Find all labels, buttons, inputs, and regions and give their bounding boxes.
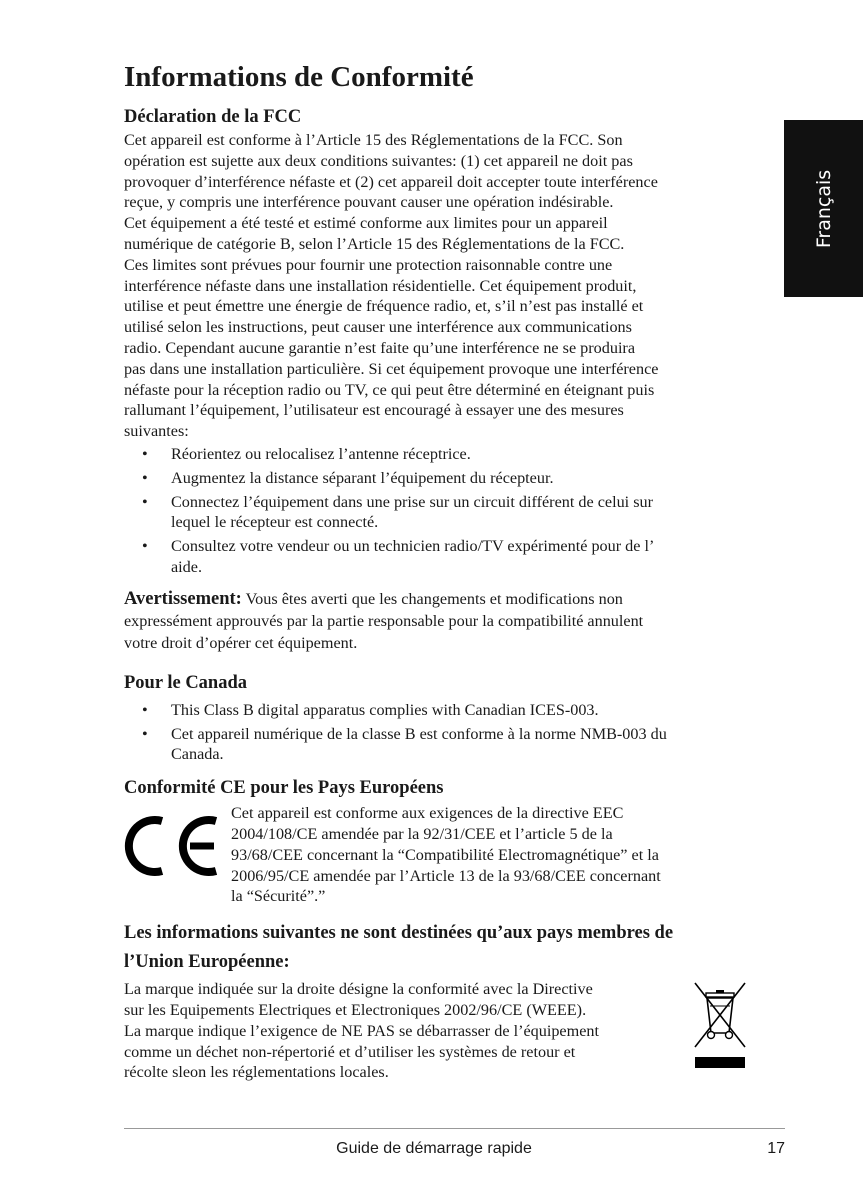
language-side-tab (784, 120, 863, 297)
bullet-mark: • (142, 700, 148, 719)
ce-line: 93/68/CEE concernant la “Compatibilité Electromagnétique” et la (231, 845, 659, 864)
list-item-text: Augmentez la distance séparant l’équipement du récepteur. (171, 468, 554, 487)
fcc-line: néfaste pour la réception radio ou TV, ce qui peut être déterminé en éteignant puis (124, 380, 655, 399)
weee-crossed-bin-icon (687, 979, 749, 1071)
ce-paragraph (231, 803, 661, 907)
list-item-text: Canada. (171, 745, 224, 764)
fcc-line: Cet appareil est conforme à l’Article 15 des Réglementations de la FCC. Son (124, 131, 623, 149)
bullet-mark: • (142, 724, 148, 743)
list-item (124, 492, 749, 534)
warning-line: expressément approuvés par la partie responsable pour la compatibilité annulent (124, 611, 644, 630)
ce-section (124, 775, 749, 907)
bullet-mark: • (142, 492, 148, 511)
fcc-line: provoquer d’interférence néfaste et (2) cet appareil doit accepter toute interférence (124, 172, 658, 191)
warning-line: Vous êtes averti que les changements et modifications non (241, 589, 623, 608)
eu-paragraph (124, 979, 681, 1083)
fcc-line: radio. Cependant aucune garantie n’est faite qu’une interférence ne se produira (124, 338, 636, 357)
fcc-line: Cet équipement a été testé et estimé conforme aux limites pour un appareil (124, 214, 608, 233)
eu-line: récolte sleon les réglementations locales. (124, 1063, 389, 1082)
ce-line: la “Sécurité”.” (231, 887, 326, 906)
ce-mark-icon (124, 815, 222, 877)
ce-line: Cet appareil est conforme aux exigences de la directive EEC (231, 804, 624, 823)
bullet-mark: • (142, 468, 148, 487)
eu-line: sur les Equipements Electriques et Electroniques 2002/96/CE (WEEE). (124, 1000, 587, 1019)
list-item-text: lequel le récepteur est connecté. (171, 513, 379, 532)
fcc-section (124, 104, 749, 578)
warning-paragraph (124, 588, 749, 654)
footer-divider (124, 1128, 785, 1129)
fcc-line: interférence néfaste dans une installation résidentielle. Cet équipement produit, (124, 276, 637, 295)
fcc-paragraph (124, 130, 749, 442)
list-item (124, 468, 749, 489)
list-item-text: Consultez votre vendeur ou un technicien radio/TV expérimenté pour de l’ (171, 537, 655, 556)
fcc-measures-list (124, 444, 749, 578)
warning-label: Avertissement: (124, 588, 242, 609)
eu-row (124, 979, 749, 1083)
canada-section (124, 670, 749, 765)
canada-list (124, 700, 749, 765)
fcc-line: numérique de catégorie B, selon l’Article 15 des Réglementations de la FCC. (124, 234, 625, 253)
fcc-line: Ces limites sont prévues pour fournir une protection raisonnable contre une (124, 255, 613, 274)
fcc-line: pas dans une installation particulière. Si cet équipement provoque une interférence (124, 359, 659, 378)
fcc-line: opération est sujette aux deux conditions suivantes: (1) cet appareil ne doit pas (124, 151, 633, 170)
bullet-mark: • (142, 537, 148, 556)
fcc-line: reçue, y compris une interférence pouvant causer une opération indésirable. (124, 193, 614, 212)
list-item-text: This Class B digital apparatus complies with Canadian ICES-003. (171, 700, 599, 719)
ce-row (124, 803, 749, 907)
canada-heading: Pour le Canada (124, 672, 248, 693)
eu-heading (124, 919, 749, 977)
footer-title: Guide de démarrage rapide (336, 1140, 532, 1157)
eu-line: La marque indique l’exigence de NE PAS se débarrasser de l’équipement (124, 1021, 599, 1040)
bullet-mark: • (142, 444, 148, 463)
list-item-text: Cet appareil numérique de la classe B est conforme à la norme NMB-003 du (171, 724, 667, 743)
list-item (124, 700, 749, 721)
page-number: 17 (767, 1140, 785, 1157)
ce-line: 2006/95/CE amendée par l’Article 13 de la 93/68/CEE concernant (231, 866, 661, 885)
eu-line: comme un déchet non-répertorié et d’utiliser les systèmes de retour et (124, 1042, 576, 1061)
list-item-text: Connectez l’équipement dans une prise sur un circuit différent de celui sur (171, 492, 654, 511)
page-content (124, 58, 749, 1083)
eu-line: La marque indiquée sur la droite désigne la conformité avec la Directive (124, 980, 593, 999)
fcc-heading: Déclaration de la FCC (124, 107, 302, 127)
ce-heading: Conformité CE pour les Pays Européens (124, 778, 444, 799)
list-item (124, 536, 749, 578)
fcc-line: suivantes: (124, 422, 189, 441)
fcc-line: utilise et peut émettre une énergie de fréquence radio, et, s’il n’est pas installé et (124, 297, 644, 316)
list-item-text: aide. (171, 557, 203, 576)
warning-line: votre droit d’opérer cet équipement. (124, 633, 358, 652)
eu-heading-line: Les informations suivantes ne sont destinées qu’aux pays membres de (124, 923, 674, 944)
fcc-line: rallumant l’équipement, l’utilisateur est encouragé à essayer une des mesures (124, 401, 624, 420)
language-tab-label: Français (812, 169, 835, 248)
eu-section (124, 919, 749, 1083)
list-item (124, 724, 749, 766)
eu-heading-line: l’Union Européenne: (124, 952, 290, 973)
ce-line: 2004/108/CE amendée par la 92/31/CEE et l’article 5 de la (231, 824, 613, 843)
list-item (124, 444, 749, 465)
fcc-line: utilisé selon les instructions, peut causer une interférence aux communications (124, 318, 632, 337)
page-title: Informations de Conformité (124, 61, 474, 93)
list-item-text: Réorientez ou relocalisez l’antenne réceptrice. (171, 444, 471, 463)
